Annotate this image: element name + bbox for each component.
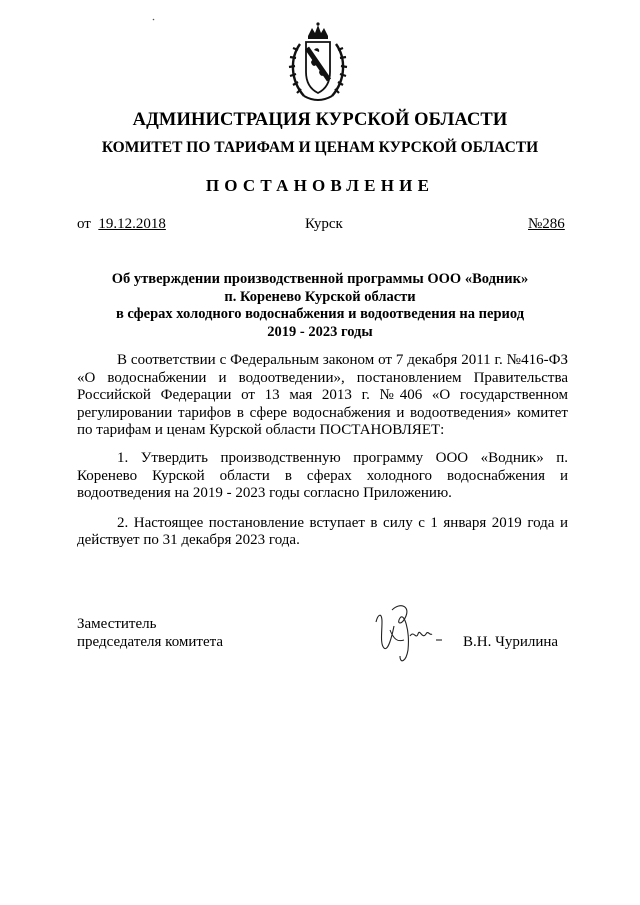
document-number: №286 (528, 216, 565, 232)
document-type: ПОСТАНОВЛЕНИЕ (205, 176, 435, 195)
document-subject (70, 271, 570, 341)
signer-position (77, 616, 223, 651)
preamble-paragraph: В соответствии с Федеральным законом от 7 декабря 2011 г. №416-ФЗ «О водоснабжении и водоотведении», постановлением Правительства Российской Федерации от 13 мая 2013 г. №406 «О государственном регулировании тарифов в сфере водоснабжения и водоотведения» комитет по тарифам и ценам Курской области ПОСТАНОВЛЯЕТ: (77, 352, 568, 439)
subject-line: п. Коренево Курской области (224, 288, 416, 305)
date-prefix: от (77, 216, 91, 232)
committee-title: КОМИТЕТ ПО ТАРИФАМ И ЦЕНАМ КУРСКОЙ ОБЛАСТИ (101, 139, 539, 156)
subject-line: Об утверждении производственной программы ООО «Водник» (111, 271, 529, 287)
signer-name: В.Н. Чурилина (463, 634, 559, 650)
document-city: Курск (305, 216, 343, 232)
signer-position-line: председателя комитета (77, 633, 224, 650)
administration-title: АДМИНИСТРАЦИЯ КУРСКОЙ ОБЛАСТИ (132, 110, 508, 130)
resolution-item-2: 2. Настоящее постановление вступает в силу с 1 января 2019 года и действует по 31 декабря 2023 года. (77, 514, 568, 549)
signature-icon (370, 600, 450, 668)
document-body (77, 352, 568, 550)
subject-line: 2019 - 2023 годы (267, 323, 373, 340)
document-date-line (77, 216, 166, 233)
signer-position-line: Заместитель (77, 616, 157, 632)
scan-dot (152, 8, 155, 11)
document-date: 19.12.2018 (98, 216, 166, 232)
coat-of-arms-icon (286, 22, 350, 104)
resolution-item-1: 1. Утвердить производственную программу ООО «Водник» п. Коренево Курской области в сферах холодного водоснабжения и водоотведения на 2019 - 2023 годы согласно Приложению. (77, 449, 568, 502)
subject-line: в сферах холодного водоснабжения и водоотведения на период (115, 306, 525, 323)
